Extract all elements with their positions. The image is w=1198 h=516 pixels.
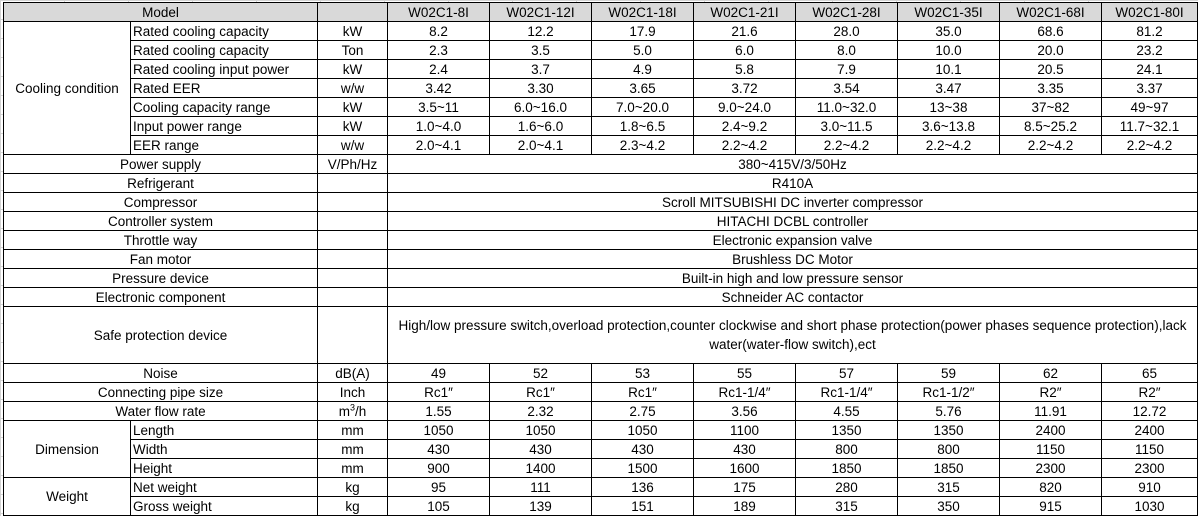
- value-cell[interactable]: 1050: [388, 421, 490, 440]
- value-cell[interactable]: 9.0~24.0: [694, 98, 796, 117]
- param-label-cell[interactable]: Rated EER: [131, 79, 318, 98]
- unit-cell[interactable]: mm: [318, 440, 388, 459]
- value-cell[interactable]: R2″: [1102, 383, 1198, 402]
- weight-group-cell[interactable]: Weight: [4, 478, 131, 516]
- value-cell[interactable]: 21.6: [694, 22, 796, 41]
- value-cell[interactable]: 430: [388, 440, 490, 459]
- value-cell[interactable]: 3.30: [490, 79, 592, 98]
- value-cell[interactable]: 2.2~4.2: [1102, 136, 1198, 155]
- value-cell[interactable]: 1600: [694, 459, 796, 478]
- unit-cell[interactable]: Inch: [318, 383, 388, 402]
- param-label-cell[interactable]: Rated cooling input power: [131, 60, 318, 79]
- param-label-cell[interactable]: Power supply: [4, 155, 318, 174]
- value-cell[interactable]: 430: [490, 440, 592, 459]
- value-cell[interactable]: 5.0: [592, 41, 694, 60]
- value-cell[interactable]: 5.8: [694, 60, 796, 79]
- value-cell[interactable]: 105: [388, 497, 490, 516]
- spec-table: [3, 2, 1198, 516]
- value-cell[interactable]: R2″: [1000, 383, 1102, 402]
- value-cell[interactable]: 4.9: [592, 60, 694, 79]
- model-cell[interactable]: W02C1-80I: [1102, 3, 1198, 22]
- value-cell[interactable]: 59: [898, 364, 1000, 383]
- value-cell[interactable]: 2.0~4.1: [490, 136, 592, 155]
- value-cell[interactable]: 1100: [694, 421, 796, 440]
- value-cell[interactable]: 2.4~9.2: [694, 117, 796, 136]
- value-cell[interactable]: 3.65: [592, 79, 694, 98]
- value-cell[interactable]: 3.37: [1102, 79, 1198, 98]
- value-cell[interactable]: 1850: [796, 459, 898, 478]
- value-cell[interactable]: 1050: [490, 421, 592, 440]
- value-cell[interactable]: 6.0: [694, 41, 796, 60]
- value-cell[interactable]: 2.2~4.2: [1000, 136, 1102, 155]
- value-cell[interactable]: 2400: [1000, 421, 1102, 440]
- value-cell[interactable]: 55: [694, 364, 796, 383]
- table-row: [4, 174, 1198, 193]
- value-cell[interactable]: 68.6: [1000, 22, 1102, 41]
- value-cell[interactable]: 12.72: [1102, 402, 1198, 421]
- value-cell[interactable]: 315: [898, 478, 1000, 497]
- unit-cell[interactable]: kg: [318, 478, 388, 497]
- value-cell[interactable]: 2300: [1000, 459, 1102, 478]
- value-cell[interactable]: 1.6~6.0: [490, 117, 592, 136]
- value-cell[interactable]: 315: [796, 497, 898, 516]
- value-cell[interactable]: Rc1″: [388, 383, 490, 402]
- value-cell[interactable]: 800: [898, 440, 1000, 459]
- value-cell[interactable]: 5.76: [898, 402, 1000, 421]
- unit-cell[interactable]: kW: [318, 98, 388, 117]
- unit-cell[interactable]: [318, 174, 388, 193]
- param-label-cell[interactable]: Rated cooling capacity: [131, 22, 318, 41]
- value-cell[interactable]: 10.1: [898, 60, 1000, 79]
- value-cell[interactable]: 95: [388, 478, 490, 497]
- model-header-cell[interactable]: Model: [4, 3, 318, 22]
- value-cell[interactable]: 1030: [1102, 497, 1198, 516]
- unit-cell[interactable]: mm: [318, 459, 388, 478]
- merged-value-cell[interactable]: Scroll MITSUBISHI DC inverter compressor: [388, 193, 1198, 212]
- table-row: [4, 364, 1198, 383]
- unit-header-cell[interactable]: [318, 3, 388, 22]
- merged-value-cell[interactable]: High/low pressure switch,overload protection,counter clockwise and short phase protection(power phases sequence protection),lack water(water-flow switch),ect: [388, 307, 1198, 364]
- value-cell[interactable]: 111: [490, 478, 592, 497]
- merged-value-cell[interactable]: Schneider AC contactor: [388, 288, 1198, 307]
- value-cell[interactable]: 53: [592, 364, 694, 383]
- value-cell[interactable]: 3.72: [694, 79, 796, 98]
- param-label-cell[interactable]: Compressor: [4, 193, 318, 212]
- value-cell[interactable]: 820: [1000, 478, 1102, 497]
- value-cell[interactable]: Rc1-1/4″: [796, 383, 898, 402]
- value-cell[interactable]: 910: [1102, 478, 1198, 497]
- table-row: [4, 440, 1198, 459]
- unit-superscript: 3: [349, 402, 355, 412]
- value-cell[interactable]: 35.0: [898, 22, 1000, 41]
- value-cell[interactable]: 1850: [898, 459, 1000, 478]
- value-cell[interactable]: 11.91: [1000, 402, 1102, 421]
- merged-value-cell[interactable]: 380~415V/3/50Hz: [388, 155, 1198, 174]
- param-label-cell[interactable]: Net weight: [131, 478, 318, 497]
- value-cell[interactable]: 2.32: [490, 402, 592, 421]
- unit-cell[interactable]: [318, 212, 388, 231]
- value-cell[interactable]: 12.2: [490, 22, 592, 41]
- param-label-cell[interactable]: EER range: [131, 136, 318, 155]
- value-cell[interactable]: 175: [694, 478, 796, 497]
- table-row: [4, 212, 1198, 231]
- value-cell[interactable]: 8.0: [796, 41, 898, 60]
- unit-cell[interactable]: w/w: [318, 79, 388, 98]
- param-label-cell[interactable]: Throttle way: [4, 231, 318, 250]
- param-label-cell[interactable]: Water flow rate: [4, 402, 318, 421]
- value-cell[interactable]: 6.0~16.0: [490, 98, 592, 117]
- unit-cell[interactable]: mm: [318, 421, 388, 440]
- param-label-cell[interactable]: Input power range: [131, 117, 318, 136]
- model-cell[interactable]: W02C1-8I: [388, 3, 490, 22]
- unit-cell[interactable]: [318, 402, 388, 421]
- table-row: [4, 307, 1198, 364]
- unit-cell[interactable]: V/Ph/Hz: [318, 155, 388, 174]
- value-cell[interactable]: 3.5: [490, 41, 592, 60]
- value-cell[interactable]: 2.0~4.1: [388, 136, 490, 155]
- table-row: [4, 288, 1198, 307]
- unit-cell[interactable]: kW: [318, 117, 388, 136]
- value-cell[interactable]: Rc1-1/2″: [898, 383, 1000, 402]
- value-cell[interactable]: 1400: [490, 459, 592, 478]
- value-cell[interactable]: Rc1″: [490, 383, 592, 402]
- value-cell[interactable]: 900: [388, 459, 490, 478]
- value-cell[interactable]: 1350: [796, 421, 898, 440]
- unit-cell[interactable]: [318, 307, 388, 364]
- value-cell[interactable]: 280: [796, 478, 898, 497]
- value-cell[interactable]: 2.2~4.2: [694, 136, 796, 155]
- table-row: [4, 250, 1198, 269]
- value-cell[interactable]: 2.2~4.2: [796, 136, 898, 155]
- unit-base: m: [338, 403, 350, 419]
- value-cell[interactable]: 28.0: [796, 22, 898, 41]
- value-cell[interactable]: 8.5~25.2: [1000, 117, 1102, 136]
- value-cell[interactable]: 800: [796, 440, 898, 459]
- value-cell[interactable]: 2.2~4.2: [898, 136, 1000, 155]
- table-row: [4, 269, 1198, 288]
- param-label-cell[interactable]: Electronic component: [4, 288, 318, 307]
- unit-cell[interactable]: [318, 231, 388, 250]
- table-row: [4, 22, 1198, 41]
- param-label-cell[interactable]: Height: [131, 459, 318, 478]
- param-label-cell[interactable]: Connecting pipe size: [4, 383, 318, 402]
- unit-cell[interactable]: w/w: [318, 136, 388, 155]
- value-cell[interactable]: 1500: [592, 459, 694, 478]
- unit-cell[interactable]: [318, 193, 388, 212]
- table-row: [4, 60, 1198, 79]
- unit-cell[interactable]: kW: [318, 60, 388, 79]
- table-row: [4, 155, 1198, 174]
- unit-cell[interactable]: dB(A): [318, 364, 388, 383]
- model-cell[interactable]: W02C1-18I: [592, 3, 694, 22]
- value-cell[interactable]: 3.5~11: [388, 98, 490, 117]
- value-cell[interactable]: 3.54: [796, 79, 898, 98]
- value-cell[interactable]: 20.0: [1000, 41, 1102, 60]
- value-cell[interactable]: 3.35: [1000, 79, 1102, 98]
- value-cell[interactable]: 49~97: [1102, 98, 1198, 117]
- value-cell[interactable]: 3.42: [388, 79, 490, 98]
- value-cell[interactable]: 189: [694, 497, 796, 516]
- unit-cell[interactable]: kg: [318, 497, 388, 516]
- value-cell[interactable]: 37~82: [1000, 98, 1102, 117]
- value-cell[interactable]: 139: [490, 497, 592, 516]
- table-row: [4, 231, 1198, 250]
- value-cell[interactable]: 65: [1102, 364, 1198, 383]
- value-cell[interactable]: 3.47: [898, 79, 1000, 98]
- table-row: [4, 79, 1198, 98]
- table-row: [4, 383, 1198, 402]
- unit-cell[interactable]: [318, 288, 388, 307]
- value-cell[interactable]: 20.5: [1000, 60, 1102, 79]
- model-cell[interactable]: W02C1-28I: [796, 3, 898, 22]
- value-cell[interactable]: 57: [796, 364, 898, 383]
- value-cell[interactable]: 2.4: [388, 60, 490, 79]
- value-cell[interactable]: 2400: [1102, 421, 1198, 440]
- cooling-group-cell[interactable]: Cooling condition: [4, 22, 131, 155]
- value-cell[interactable]: 81.2: [1102, 22, 1198, 41]
- param-label-cell[interactable]: Controller system: [4, 212, 318, 231]
- value-cell[interactable]: 2.75: [592, 402, 694, 421]
- merged-value-cell[interactable]: Brushless DC Motor: [388, 250, 1198, 269]
- unit-cell[interactable]: kW: [318, 22, 388, 41]
- table-row: [4, 136, 1198, 155]
- value-cell[interactable]: 2.3: [388, 41, 490, 60]
- param-label-cell[interactable]: Fan motor: [4, 250, 318, 269]
- header-row: [4, 3, 1198, 22]
- value-cell[interactable]: 1350: [898, 421, 1000, 440]
- unit-tail: /h: [355, 403, 367, 419]
- value-cell[interactable]: 4.55: [796, 402, 898, 421]
- value-cell[interactable]: Rc1″: [592, 383, 694, 402]
- value-cell[interactable]: 1.8~6.5: [592, 117, 694, 136]
- value-cell[interactable]: 24.1: [1102, 60, 1198, 79]
- value-cell[interactable]: 430: [694, 440, 796, 459]
- value-cell[interactable]: 915: [1000, 497, 1102, 516]
- table-row: [4, 459, 1198, 478]
- value-cell[interactable]: 350: [898, 497, 1000, 516]
- value-cell[interactable]: 23.2: [1102, 41, 1198, 60]
- value-cell[interactable]: 3.6~13.8: [898, 117, 1000, 136]
- value-cell[interactable]: 7.0~20.0: [592, 98, 694, 117]
- table-row: [4, 402, 1198, 421]
- model-cell[interactable]: W02C1-68I: [1000, 3, 1102, 22]
- param-label-cell[interactable]: Safe protection device: [4, 307, 318, 364]
- merged-value-cell[interactable]: R410A: [388, 174, 1198, 193]
- value-cell[interactable]: 1.0~4.0: [388, 117, 490, 136]
- value-cell[interactable]: 1050: [592, 421, 694, 440]
- merged-value-cell[interactable]: Built-in high and low pressure sensor: [388, 269, 1198, 288]
- value-cell[interactable]: 10.0: [898, 41, 1000, 60]
- param-label-cell[interactable]: Noise: [4, 364, 318, 383]
- table-row: [4, 117, 1198, 136]
- value-cell[interactable]: 11.7~32.1: [1102, 117, 1198, 136]
- table-row: [4, 41, 1198, 60]
- param-label-cell[interactable]: Length: [131, 421, 318, 440]
- value-cell[interactable]: 49: [388, 364, 490, 383]
- model-cell[interactable]: W02C1-35I: [898, 3, 1000, 22]
- value-cell[interactable]: 2300: [1102, 459, 1198, 478]
- model-cell[interactable]: W02C1-21I: [694, 3, 796, 22]
- table-row: [4, 497, 1198, 516]
- value-cell[interactable]: 151: [592, 497, 694, 516]
- value-cell[interactable]: Rc1-1/4″: [694, 383, 796, 402]
- value-cell[interactable]: 136: [592, 478, 694, 497]
- table-row: [4, 193, 1198, 212]
- param-label-cell[interactable]: Width: [131, 440, 318, 459]
- dimension-group-cell[interactable]: Dimension: [4, 421, 131, 478]
- param-label-cell[interactable]: Cooling capacity range: [131, 98, 318, 117]
- unit-cell[interactable]: [318, 269, 388, 288]
- value-cell[interactable]: 17.9: [592, 22, 694, 41]
- table-row: [4, 421, 1198, 440]
- table-row: [4, 478, 1198, 497]
- value-cell[interactable]: 52: [490, 364, 592, 383]
- value-cell[interactable]: 2.3~4.2: [592, 136, 694, 155]
- merged-value-cell[interactable]: HITACHI DCBL controller: [388, 212, 1198, 231]
- value-cell[interactable]: 62: [1000, 364, 1102, 383]
- value-cell[interactable]: 1150: [1102, 440, 1198, 459]
- param-label-cell[interactable]: Refrigerant: [4, 174, 318, 193]
- value-cell[interactable]: 430: [592, 440, 694, 459]
- value-cell[interactable]: 8.2: [388, 22, 490, 41]
- unit-cell[interactable]: [318, 250, 388, 269]
- table-row: [4, 98, 1198, 117]
- param-label-cell[interactable]: Rated cooling capacity: [131, 41, 318, 60]
- param-label-cell[interactable]: Gross weight: [131, 497, 318, 516]
- value-cell[interactable]: 7.9: [796, 60, 898, 79]
- value-cell[interactable]: 1150: [1000, 440, 1102, 459]
- value-cell[interactable]: 11.0~32.0: [796, 98, 898, 117]
- model-cell[interactable]: W02C1-12I: [490, 3, 592, 22]
- value-cell[interactable]: 1.55: [388, 402, 490, 421]
- merged-value-cell[interactable]: Electronic expansion valve: [388, 231, 1198, 250]
- value-cell[interactable]: 3.56: [694, 402, 796, 421]
- value-cell[interactable]: 13~38: [898, 98, 1000, 117]
- unit-cell[interactable]: Ton: [318, 41, 388, 60]
- value-cell[interactable]: 3.7: [490, 60, 592, 79]
- value-cell[interactable]: 3.0~11.5: [796, 117, 898, 136]
- param-label-cell[interactable]: Pressure device: [4, 269, 318, 288]
